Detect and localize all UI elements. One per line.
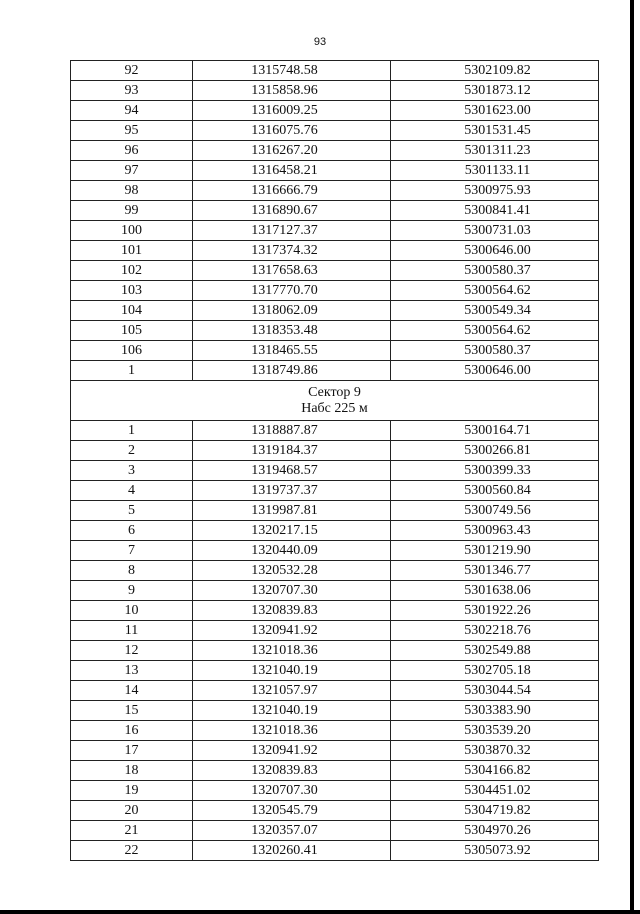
point-number-cell: 11 [71,621,193,641]
table-row [71,721,599,741]
y-coordinate-cell: 5304166.82 [391,761,599,781]
y-coordinate-cell: 5300749.56 [391,501,599,521]
x-coordinate-cell: 1319468.57 [193,461,391,481]
x-coordinate-cell: 1317658.63 [193,261,391,281]
y-coordinate-cell: 5300646.00 [391,361,599,381]
y-coordinate-cell: 5300580.37 [391,341,599,361]
table-row [71,521,599,541]
y-coordinate-cell: 5300560.84 [391,481,599,501]
rows-before-sector [71,61,599,381]
coordinates-table [70,60,599,861]
table-row [71,541,599,561]
point-number-cell: 99 [71,201,193,221]
y-coordinate-cell: 5302218.76 [391,621,599,641]
rows-after-sector [71,421,599,861]
table-row [71,441,599,461]
table-row [71,101,599,121]
x-coordinate-cell: 1318465.55 [193,341,391,361]
point-number-cell: 8 [71,561,193,581]
y-coordinate-cell: 5300399.33 [391,461,599,481]
x-coordinate-cell: 1320839.83 [193,601,391,621]
y-coordinate-cell: 5300580.37 [391,261,599,281]
table-row [71,121,599,141]
point-number-cell: 96 [71,141,193,161]
sector-header-group [71,381,599,421]
page-frame-bottom [0,910,640,914]
point-number-cell: 7 [71,541,193,561]
point-number-cell: 102 [71,261,193,281]
table-row [71,821,599,841]
table-row [71,461,599,481]
x-coordinate-cell: 1320532.28 [193,561,391,581]
x-coordinate-cell: 1318062.09 [193,301,391,321]
y-coordinate-cell: 5303383.90 [391,701,599,721]
table-row [71,781,599,801]
table-row [71,561,599,581]
point-number-cell: 16 [71,721,193,741]
page-frame-right [630,0,634,914]
x-coordinate-cell: 1315748.58 [193,61,391,81]
table-row [71,681,599,701]
y-coordinate-cell: 5303539.20 [391,721,599,741]
table-row [71,581,599,601]
x-coordinate-cell: 1321018.36 [193,641,391,661]
point-number-cell: 105 [71,321,193,341]
x-coordinate-cell: 1317127.37 [193,221,391,241]
table-row [71,61,599,81]
point-number-cell: 95 [71,121,193,141]
y-coordinate-cell: 5302549.88 [391,641,599,661]
table-row [71,321,599,341]
point-number-cell: 13 [71,661,193,681]
x-coordinate-cell: 1318749.86 [193,361,391,381]
point-number-cell: 98 [71,181,193,201]
y-coordinate-cell: 5300564.62 [391,281,599,301]
sector-header-cell [71,381,599,421]
point-number-cell: 14 [71,681,193,701]
y-coordinate-cell: 5300731.03 [391,221,599,241]
point-number-cell: 3 [71,461,193,481]
y-coordinate-cell: 5304970.26 [391,821,599,841]
x-coordinate-cell: 1320260.41 [193,841,391,861]
x-coordinate-cell: 1320357.07 [193,821,391,841]
table-row [71,761,599,781]
point-number-cell: 4 [71,481,193,501]
y-coordinate-cell: 5300975.93 [391,181,599,201]
table-row [71,181,599,201]
point-number-cell: 10 [71,601,193,621]
x-coordinate-cell: 1319737.37 [193,481,391,501]
x-coordinate-cell: 1318887.87 [193,421,391,441]
point-number-cell: 22 [71,841,193,861]
sector-subtitle: Набс 225 м [301,400,368,416]
y-coordinate-cell: 5300549.34 [391,301,599,321]
table-row [71,621,599,641]
point-number-cell: 6 [71,521,193,541]
table-row [71,241,599,261]
y-coordinate-cell: 5301531.45 [391,121,599,141]
y-coordinate-cell: 5304451.02 [391,781,599,801]
y-coordinate-cell: 5300164.71 [391,421,599,441]
table-row [71,841,599,861]
x-coordinate-cell: 1320839.83 [193,761,391,781]
x-coordinate-cell: 1319184.37 [193,441,391,461]
point-number-cell: 104 [71,301,193,321]
y-coordinate-cell: 5300646.00 [391,241,599,261]
table-row [71,481,599,501]
sector-header-row [71,381,599,421]
y-coordinate-cell: 5301638.06 [391,581,599,601]
y-coordinate-cell: 5301133.11 [391,161,599,181]
x-coordinate-cell: 1315858.96 [193,81,391,101]
y-coordinate-cell: 5302109.82 [391,61,599,81]
table-row [71,601,599,621]
table-row [71,141,599,161]
point-number-cell: 15 [71,701,193,721]
x-coordinate-cell: 1316075.76 [193,121,391,141]
point-number-cell: 12 [71,641,193,661]
x-coordinate-cell: 1320707.30 [193,781,391,801]
point-number-cell: 17 [71,741,193,761]
y-coordinate-cell: 5300963.43 [391,521,599,541]
x-coordinate-cell: 1321018.36 [193,721,391,741]
x-coordinate-cell: 1316890.67 [193,201,391,221]
point-number-cell: 94 [71,101,193,121]
page-number: 93 [313,36,327,48]
point-number-cell: 9 [71,581,193,601]
point-number-cell: 100 [71,221,193,241]
x-coordinate-cell: 1316009.25 [193,101,391,121]
y-coordinate-cell: 5300841.41 [391,201,599,221]
table-row [71,641,599,661]
y-coordinate-cell: 5301623.00 [391,101,599,121]
x-coordinate-cell: 1319987.81 [193,501,391,521]
point-number-cell: 19 [71,781,193,801]
x-coordinate-cell: 1320545.79 [193,801,391,821]
table-row [71,701,599,721]
point-number-cell: 20 [71,801,193,821]
table-row [71,341,599,361]
x-coordinate-cell: 1316666.79 [193,181,391,201]
table-row [71,741,599,761]
table-row [71,301,599,321]
sector-title: Сектор 9 [308,384,361,400]
x-coordinate-cell: 1316267.20 [193,141,391,161]
y-coordinate-cell: 5302705.18 [391,661,599,681]
x-coordinate-cell: 1318353.48 [193,321,391,341]
point-number-cell: 103 [71,281,193,301]
table-row [71,421,599,441]
table-row [71,501,599,521]
y-coordinate-cell: 5301922.26 [391,601,599,621]
y-coordinate-cell: 5301346.77 [391,561,599,581]
table-row [71,361,599,381]
table-row [71,281,599,301]
point-number-cell: 97 [71,161,193,181]
x-coordinate-cell: 1320941.92 [193,741,391,761]
table-row [71,201,599,221]
x-coordinate-cell: 1320440.09 [193,541,391,561]
x-coordinate-cell: 1316458.21 [193,161,391,181]
y-coordinate-cell: 5303044.54 [391,681,599,701]
table-row [71,221,599,241]
y-coordinate-cell: 5301219.90 [391,541,599,561]
point-number-cell: 101 [71,241,193,261]
x-coordinate-cell: 1320707.30 [193,581,391,601]
table-row [71,81,599,101]
x-coordinate-cell: 1321057.97 [193,681,391,701]
point-number-cell: 92 [71,61,193,81]
x-coordinate-cell: 1320217.15 [193,521,391,541]
x-coordinate-cell: 1317374.32 [193,241,391,261]
point-number-cell: 2 [71,441,193,461]
y-coordinate-cell: 5303870.32 [391,741,599,761]
point-number-cell: 106 [71,341,193,361]
y-coordinate-cell: 5300266.81 [391,441,599,461]
point-number-cell: 5 [71,501,193,521]
table-row [71,801,599,821]
y-coordinate-cell: 5301311.23 [391,141,599,161]
point-number-cell: 18 [71,761,193,781]
x-coordinate-cell: 1320941.92 [193,621,391,641]
point-number-cell: 1 [71,421,193,441]
x-coordinate-cell: 1317770.70 [193,281,391,301]
y-coordinate-cell: 5304719.82 [391,801,599,821]
point-number-cell: 21 [71,821,193,841]
table-row [71,261,599,281]
point-number-cell: 93 [71,81,193,101]
y-coordinate-cell: 5300564.62 [391,321,599,341]
y-coordinate-cell: 5305073.92 [391,841,599,861]
table-row [71,661,599,681]
x-coordinate-cell: 1321040.19 [193,661,391,681]
y-coordinate-cell: 5301873.12 [391,81,599,101]
x-coordinate-cell: 1321040.19 [193,701,391,721]
point-number-cell: 1 [71,361,193,381]
table-row [71,161,599,181]
